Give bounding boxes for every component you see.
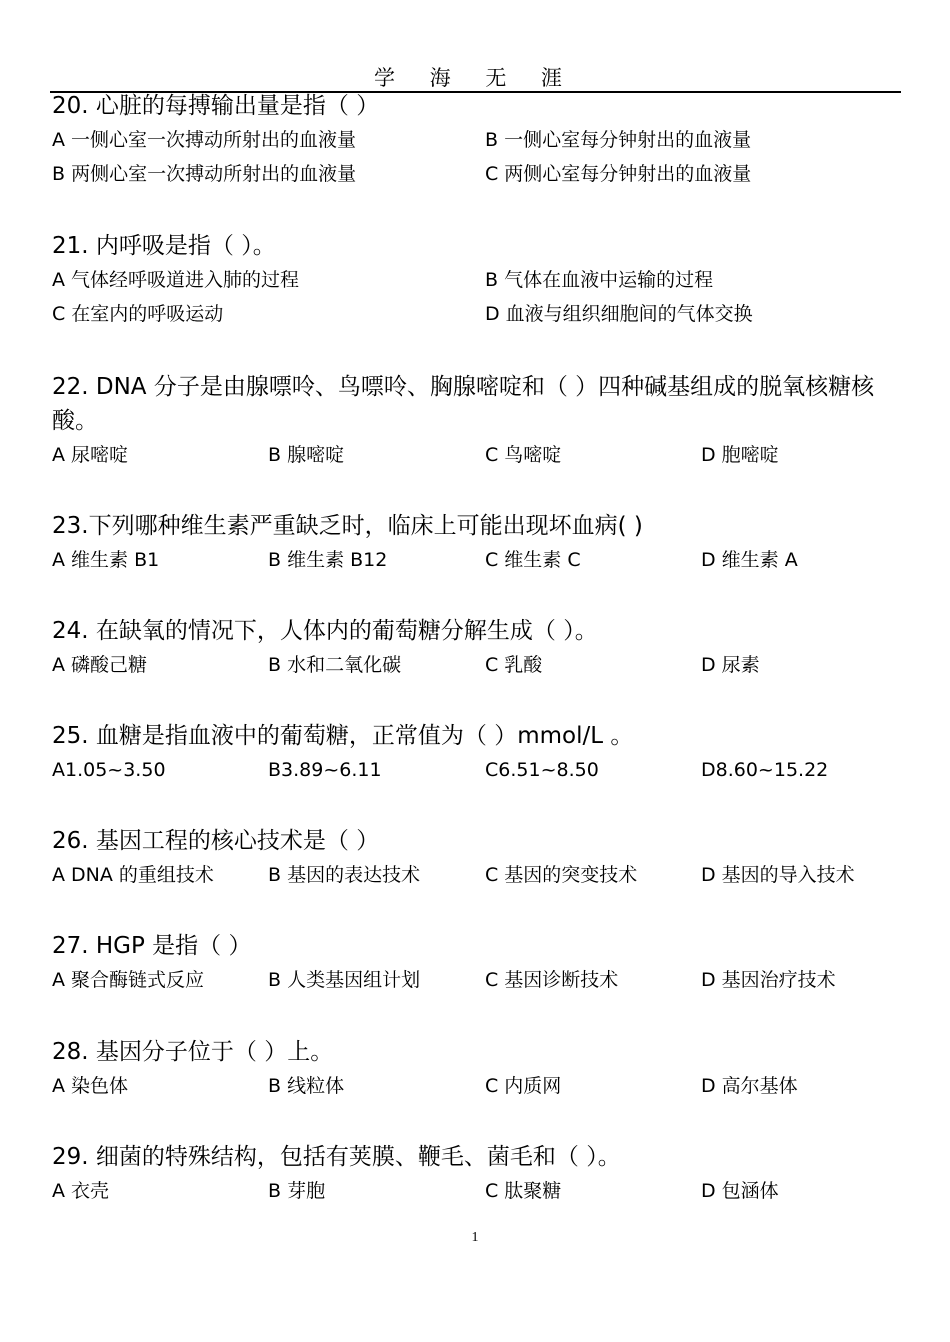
page-header-title: 学 海 无 涯	[373, 66, 577, 90]
option-c: C 基因的突变技术	[485, 864, 638, 886]
option-a: A 气体经呼吸道进入肺的过程	[52, 269, 300, 291]
question-stem: 20. 心脏的每搏输出量是指（ ）	[52, 93, 380, 119]
question-27	[52, 929, 904, 997]
option-d: D 基因治疗技术	[701, 969, 836, 991]
option-a: A 染色体	[52, 1075, 129, 1097]
option-a: A 磷酸己糖	[52, 654, 148, 676]
option-d: D 维生素 A	[701, 549, 798, 571]
option-b: B 水和二氧化碳	[268, 654, 402, 676]
option-c: B 两侧心室一次搏动所射出的血液量	[52, 163, 357, 185]
question-stem: 22. DNA 分子是由腺嘌呤、鸟嘌呤、胸腺嘧啶和（ ）四种碱基组成的脱氧核糖核酸。	[52, 374, 875, 434]
option-d: C 两侧心室每分钟射出的血液量	[485, 163, 752, 185]
question-stem: 26. 基因工程的核心技术是（ ）	[52, 828, 380, 854]
option-a: A DNA 的重组技术	[52, 864, 214, 886]
question-stem: 25. 血糖是指血液中的葡萄糖，正常值为（ ）mmol/L 。	[52, 723, 634, 749]
option-c: C 维生素 C	[485, 549, 581, 571]
option-b: B 腺嘧啶	[268, 444, 345, 466]
option-b: B 维生素 B12	[268, 549, 388, 571]
option-b: B 芽胞	[268, 1180, 326, 1202]
question-28	[52, 1035, 904, 1103]
option-c: C 内质网	[485, 1075, 562, 1097]
option-row	[52, 543, 904, 577]
question-stem: 21. 内呼吸是指（ ）。	[52, 233, 276, 259]
option-b: B 一侧心室每分钟射出的血液量	[485, 129, 752, 151]
option-a: A 维生素 B1	[52, 549, 160, 571]
option-d: D 基因的导入技术	[701, 864, 855, 886]
option-c: C 鸟嘧啶	[485, 444, 562, 466]
question-25	[52, 719, 904, 787]
option-b: B 气体在血液中运输的过程	[485, 269, 714, 291]
option-b: B3.89~6.11	[268, 759, 382, 781]
question-29	[52, 1140, 904, 1208]
option-row	[52, 438, 904, 472]
question-24	[52, 614, 904, 682]
option-d: D 包涵体	[701, 1180, 779, 1202]
option-row	[52, 263, 904, 297]
question-21	[52, 229, 904, 331]
option-d: D 高尔基体	[701, 1075, 798, 1097]
option-row	[52, 123, 904, 157]
option-row	[52, 297, 904, 331]
option-row	[52, 753, 904, 787]
page-number: 1	[471, 1230, 479, 1245]
option-a: A 一侧心室一次搏动所射出的血液量	[52, 129, 357, 151]
question-22	[52, 370, 904, 472]
question-stem: 28. 基因分子位于（ ）上。	[52, 1039, 334, 1065]
option-d: D 胞嘧啶	[701, 444, 779, 466]
option-b: B 人类基因组计划	[268, 969, 421, 991]
option-row	[52, 157, 904, 191]
option-c: C 基因诊断技术	[485, 969, 619, 991]
option-b: B 基因的表达技术	[268, 864, 421, 886]
question-stem: 23.下列哪种维生素严重缺乏时，临床上可能出现坏血病( )	[52, 513, 643, 539]
option-row	[52, 648, 904, 682]
option-a: A1.05~3.50	[52, 759, 166, 781]
option-c: C 肽聚糖	[485, 1180, 562, 1202]
option-c: C 在室内的呼吸运动	[52, 303, 224, 325]
option-c: C6.51~8.50	[485, 759, 599, 781]
option-a: A 尿嘧啶	[52, 444, 129, 466]
question-stem: 27. HGP 是指（ ）	[52, 933, 252, 959]
option-a: A 衣壳	[52, 1180, 110, 1202]
option-d: D 尿素	[701, 654, 760, 676]
option-d: D 血液与组织细胞间的气体交换	[485, 303, 753, 325]
question-stem: 29. 细菌的特殊结构，包括有荚膜、鞭毛、菌毛和（ ）。	[52, 1144, 621, 1170]
option-row	[52, 858, 904, 892]
option-row	[52, 1069, 904, 1103]
question-20	[52, 89, 904, 191]
option-row	[52, 963, 904, 997]
question-26	[52, 824, 904, 892]
option-c: C 乳酸	[485, 654, 543, 676]
question-23	[52, 509, 904, 577]
option-row	[52, 1174, 904, 1208]
option-b: B 线粒体	[268, 1075, 345, 1097]
question-stem: 24. 在缺氧的情况下，人体内的葡萄糖分解生成（ ）。	[52, 618, 598, 644]
option-d: D8.60~15.22	[701, 759, 829, 781]
option-a: A 聚合酶链式反应	[52, 969, 205, 991]
